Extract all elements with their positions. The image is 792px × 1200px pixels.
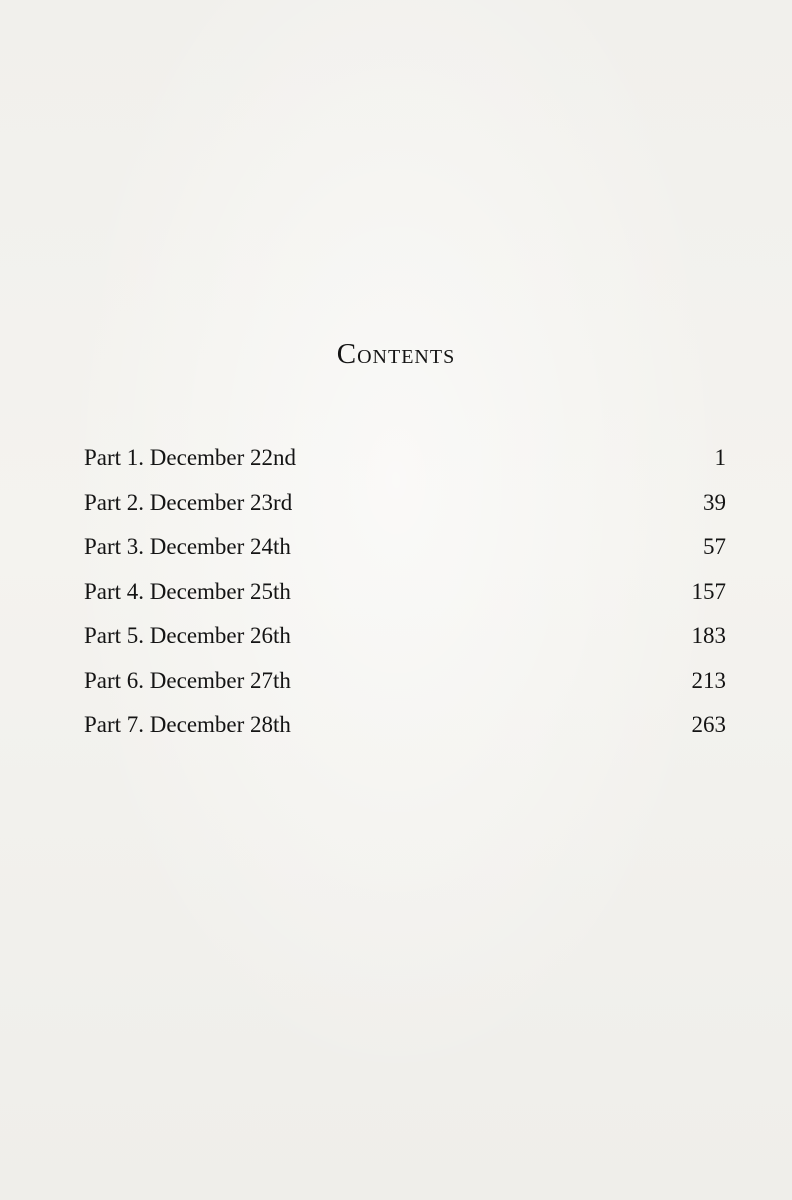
toc-entry	[84, 665, 726, 710]
toc-entry-label: Part 7. December 28th	[84, 712, 291, 737]
toc-entry-page-number: 1	[714, 445, 726, 470]
toc-entry-page-number: 183	[691, 623, 726, 648]
toc-entry	[84, 487, 726, 532]
toc-entry-label: Part 1. December 22nd	[84, 445, 297, 470]
toc-entry-label: Part 5. December 26th	[84, 623, 291, 648]
toc-entry	[84, 620, 726, 665]
toc-entry-page-number: 39	[703, 489, 726, 515]
toc-entry-label: Part 4. December 25th	[84, 578, 291, 604]
toc-entry-page-number: 263	[691, 712, 726, 737]
toc-entry-label: Part 2. December 23rd	[84, 489, 293, 515]
toc-entry-page-number: 213	[691, 667, 726, 693]
table-of-contents	[84, 442, 726, 754]
toc-entry	[84, 531, 726, 576]
toc-entry	[84, 442, 726, 487]
contents-heading: Contents	[336, 338, 456, 370]
toc-entry	[84, 576, 726, 621]
toc-entry-label: Part 6. December 27th	[84, 667, 291, 693]
toc-entry	[84, 709, 726, 754]
toc-entry-page-number: 57	[703, 534, 726, 559]
toc-entry-page-number: 157	[691, 578, 726, 604]
toc-entry-label: Part 3. December 24th	[84, 534, 291, 559]
